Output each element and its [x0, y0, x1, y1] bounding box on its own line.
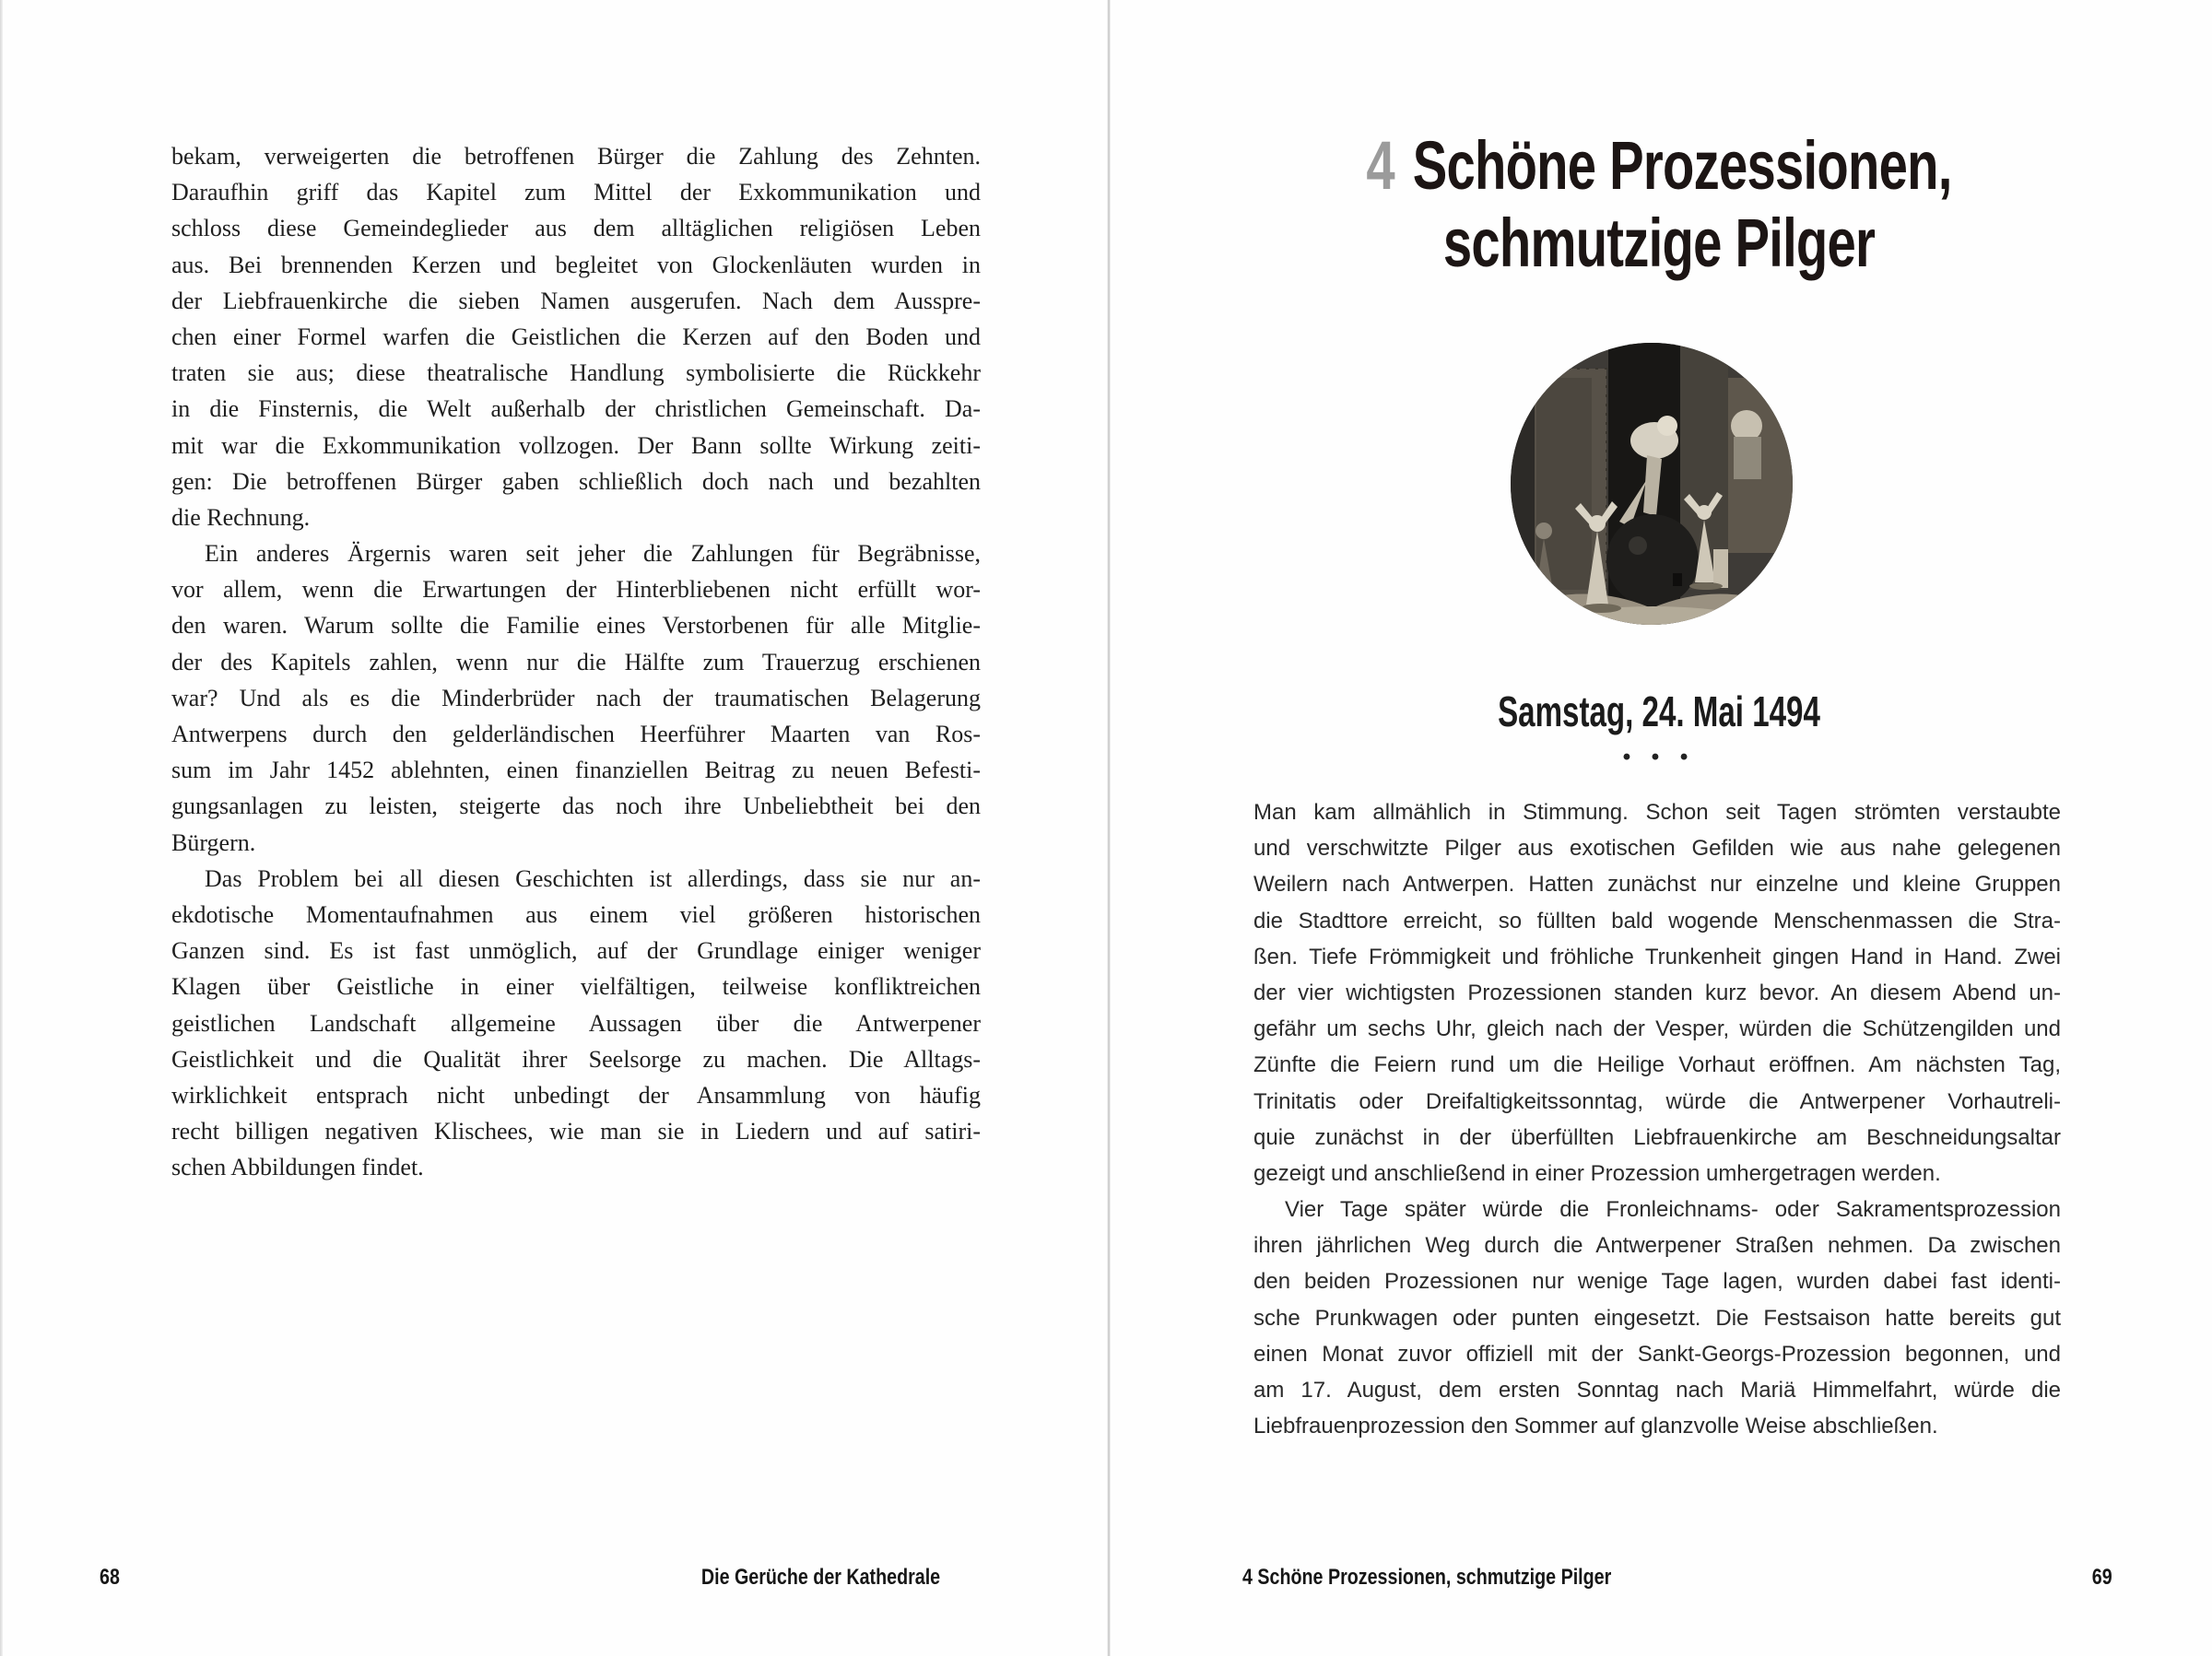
page-number-left: 68	[100, 1565, 120, 1590]
text-line: schloss diese Gemeindeglieder aus dem alltäglichen religiösen Leben	[171, 215, 981, 242]
text-line: in die Finsternis, die Welt außerhalb der christlichen Gemeinschaft. Da-	[171, 395, 981, 423]
text-line: traten sie aus; diese theatralische Handlung symbolisierte die Rückkehr	[171, 359, 981, 387]
text-line: sche Prunkwagen oder punten eingesetzt. Die Festsaison hatte bereits gut	[1253, 1305, 2061, 1331]
text-line: sum im Jahr 1452 ablehnten, einen finanziellen Beitrag zu neuen Befesti-	[171, 757, 981, 784]
text-line: Trinitatis oder Dreifaltigkeitssonntag, würde die Antwerpener Vorhautreli-	[1253, 1088, 2061, 1114]
chapter-title-text: Schöne Prozessionen,	[1412, 127, 1952, 204]
text-line: vor allem, wenn die Erwartungen der Hinterbliebenen nicht erfüllt wor-	[171, 576, 981, 604]
page-gutter-divider	[1107, 0, 1111, 1656]
right-text-column	[1253, 794, 2061, 1444]
text-line: chen einer Formel warfen die Geistlichen die Kerzen auf den Boden und	[171, 323, 981, 350]
ornament-dots: • • •	[1622, 745, 1696, 769]
page-number-right: 69	[2092, 1565, 2112, 1590]
text-line: die Stadttore erreicht, so füllten bald wogende Menschenmassen die Stra-	[1253, 908, 2061, 934]
text-line: Antwerpens durch den gelderländischen Heerführer Maarten van Ros-	[171, 721, 981, 747]
chapter-title-line-2: schmutzige Pilger	[1442, 205, 1876, 281]
text-line: Zünfte die Feiern rund um die Heilige Vorhaut eröffnen. Am nächsten Tag,	[1253, 1052, 2061, 1078]
running-head-left: Die Gerüche der Kathedrale	[700, 1565, 940, 1590]
text-line: recht billigen negativen Klischees, wie man sie in Liedern und auf satiri-	[171, 1118, 981, 1145]
text-line: ekdotische Momentaufnahmen aus einem viel größeren historischen	[171, 900, 981, 928]
text-line: Weilern nach Antwerpen. Hatten zunächst nur einzelne und kleine Gruppen	[1253, 872, 2061, 898]
text-line: geistlichen Landschaft allgemeine Aussagen über die Antwerpener	[171, 1009, 981, 1037]
running-head-right: 4 Schöne Prozessionen, schmutzige Pilger	[1242, 1565, 1612, 1590]
text-line: Ein anderes Ärgernis waren seit jeher die Zahlungen für Begräbnisse,	[205, 540, 981, 568]
text-line: den beiden Prozessionen nur wenige Tage lagen, wurden dabei fast identi-	[1253, 1269, 2061, 1295]
text-line: gefähr um sechs Uhr, gleich nach der Vesper, würden die Schützengilden und	[1253, 1016, 2061, 1042]
chapter-heading	[1253, 127, 2065, 282]
text-line: mit war die Exkommunikation vollzogen. Der Bann sollte Wirkung zeiti-	[171, 431, 981, 459]
left-text-column	[171, 138, 981, 1185]
text-line: am 17. August, dem ersten Sonntag nach Mariä Himmelfahrt, würde die	[1253, 1378, 2061, 1403]
text-line: Man kam allmählich in Stimmung. Schon seit Tagen strömten verstaubte	[1253, 800, 2061, 825]
text-line: Bürgern.	[171, 828, 256, 856]
text-line: schen Abbildungen findet.	[171, 1154, 424, 1181]
text-line: gezeigt und anschließend in einer Prozession umhergetragen werden.	[1253, 1160, 1941, 1186]
text-line: ihren jährlichen Weg durch die Antwerpener Straßen nehmen. Da zwischen	[1253, 1233, 2061, 1259]
text-line: der des Kapitels zahlen, wenn nur die Hälfte zum Trauerzug erschienen	[171, 648, 981, 675]
chapter-engraving-image	[1509, 341, 1794, 627]
text-line: Daraufhin griff das Kapitel zum Mittel der Exkommunikation und	[171, 179, 981, 206]
text-line: und verschwitzte Pilger aus exotischen Gefilden wie aus nahe gelegenen	[1253, 836, 2061, 862]
left-footer	[100, 1565, 940, 1591]
text-line: Vier Tage später würde die Fronleichnams- oder Sakramentsprozession	[1285, 1197, 2061, 1223]
text-line: gungsanlagen zu leisten, steigerte das noch ihre Unbeliebtheit bei den	[171, 793, 981, 820]
text-line: einen Monat zuvor offiziell mit der Sankt-Georgs-Prozession begonnen, und	[1253, 1341, 2061, 1367]
text-line: der vier wichtigsten Prozessionen standen kurz bevor. An diesem Abend un-	[1253, 980, 2061, 1005]
text-line: den waren. Warum sollte die Familie eines Verstorbenen für alle Mitglie-	[171, 612, 981, 640]
text-line: Ganzen sind. Es ist fast unmöglich, auf der Grundlage einiger weniger	[171, 937, 981, 965]
text-line: gen: Die betroffenen Bürger gaben schließlich doch nach und bezahlten	[171, 467, 981, 495]
text-line: die Rechnung.	[171, 503, 311, 531]
text-line: wirklichkeit entsprach nicht unbedingt der Ansammlung von häufig	[171, 1081, 981, 1109]
chapter-title-line-1	[1351, 127, 1968, 205]
text-line: war? Und als es die Minderbrüder nach der traumatischen Belagerung	[171, 684, 981, 711]
right-footer	[1242, 1565, 2112, 1591]
text-line: aus. Bei brennenden Kerzen und begleitet von Glockenläuten wurden in	[171, 251, 981, 278]
text-line: Klagen über Geistliche in einer vielfältigen, teilweise konfliktreichen	[171, 973, 981, 1001]
text-line: bekam, verweigerten die betroffenen Bürger die Zahlung des Zehnten.	[171, 143, 981, 170]
text-line: quie zunächst in der überfüllten Liebfrauenkirche am Beschneidungsaltar	[1253, 1124, 2061, 1150]
text-line: Das Problem bei all diesen Geschichten ist allerdings, dass sie nur an-	[205, 864, 981, 892]
page-left-edge	[0, 0, 3, 1656]
text-line: ßen. Tiefe Frömmigkeit und fröhliche Trunkenheit gingen Hand in Hand. Zwei	[1253, 944, 2061, 969]
chapter-number: 4	[1366, 127, 1394, 204]
text-line: Geistlichkeit und die Qualität ihrer Seelsorge zu machen. Die Alltags-	[171, 1045, 981, 1073]
text-line: der Liebfrauenkirche die sieben Namen ausgerufen. Nach dem Ausspre-	[171, 287, 981, 314]
engraving-graphic	[1509, 341, 1794, 627]
date-heading: Samstag, 24. Mai 1494	[1498, 687, 1820, 735]
text-line: Liebfrauenprozession den Sommer auf glanzvolle Weise abschließen.	[1253, 1414, 1938, 1439]
